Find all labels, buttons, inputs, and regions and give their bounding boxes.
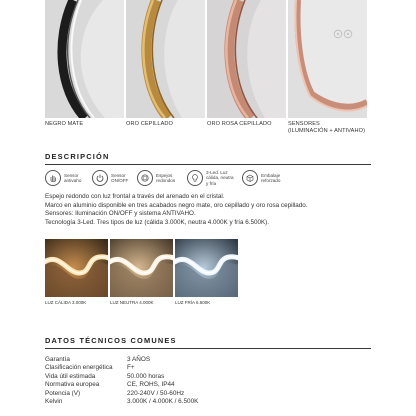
- light-caption-warm: LUZ CÁLIDA 3.000K: [45, 300, 87, 305]
- feature-3led: [187, 170, 234, 186]
- finish-caption-line: SENSORES: [288, 121, 320, 127]
- description-divider: [45, 164, 371, 165]
- light-temperature-gallery: [45, 239, 238, 297]
- description-line: Sensores: Iluminación ON/OFF y sistema ANTIVAHO.: [45, 210, 196, 218]
- light-photo-cold: [175, 239, 238, 297]
- table-row: [45, 356, 247, 364]
- feature-label-line: 3-Led. Luz: [206, 170, 228, 176]
- feature-label-line: redondos: [156, 178, 176, 183]
- feature-round-mirror: [137, 170, 175, 186]
- round-mirror-icon: [137, 170, 153, 186]
- description-line: Marco en aluminio disponible en tres acabados negro mate, oro cepillado y oro rosa cepillado.: [45, 201, 308, 209]
- finish-photo-sensors: [288, 0, 367, 118]
- finish-photo-rose-gold: [207, 0, 286, 118]
- finish-caption-line: (ILUMINACIÓN + ANTIVAHO): [288, 128, 366, 134]
- spec-value: 3 AÑOS: [127, 356, 151, 363]
- finish-photo-black: [45, 0, 124, 118]
- spec-key: Clasificación energética: [45, 364, 113, 372]
- description-line: Tecnología 3-Led. Tres tipos de luz (cálida 3.000K, neutra 4.000K y fría 6.500K).: [45, 218, 270, 226]
- power-icon: [92, 170, 108, 186]
- feature-label-line: Espejos: [156, 172, 173, 178]
- feature-label-line: Sensor: [64, 172, 79, 178]
- finish-caption-sensors: [288, 121, 367, 135]
- feature-antifog: [45, 170, 81, 186]
- table-row: [45, 373, 247, 381]
- finish-caption-black: [45, 121, 124, 135]
- finish-caption-line: ORO CEPILLADO: [126, 121, 173, 127]
- finish-caption-line: ORO ROSA CEPILLADO: [207, 121, 272, 127]
- spec-value: 50.000 horas: [127, 372, 165, 380]
- spec-value: CE, ROHS, IP44: [127, 381, 175, 389]
- spec-key: Normativa europea: [45, 381, 100, 389]
- spec-value: 3.000K / 4.000K / 6.500K: [127, 398, 199, 406]
- spec-key: Garantía: [45, 356, 70, 363]
- finish-captions: [45, 121, 373, 135]
- feature-label-line: reforzado: [261, 178, 281, 183]
- spec-key: Vida útil estimada: [45, 372, 96, 380]
- feature-label-line: antivaho: [64, 178, 82, 183]
- table-row: [45, 398, 247, 406]
- hand-sensor-icon: [45, 170, 61, 186]
- finish-photo-gold: [126, 0, 205, 118]
- description-title: DESCRIPCIÓN: [45, 152, 110, 161]
- description-line: Espejo redondo con luz frontal a través del arenado en el cristal.: [45, 193, 225, 200]
- table-row: [45, 381, 247, 389]
- light-photo-neutral: [110, 239, 173, 297]
- specs-table: [45, 356, 247, 406]
- feature-onoff: [92, 170, 128, 186]
- table-row: [45, 390, 247, 398]
- feature-label-line: Sensor: [111, 172, 126, 178]
- box-icon: [242, 170, 258, 186]
- light-caption-cold: LUZ FRÍA 6.500K: [175, 300, 211, 305]
- spec-value: 220-240V / 50-60Hz: [127, 389, 185, 397]
- light-caption-neutral: LUZ NEUTRA 4.000K: [110, 300, 154, 305]
- description-text: [45, 193, 365, 227]
- light-photo-warm: [45, 239, 108, 297]
- spec-key: Potencia (V): [45, 389, 81, 397]
- finish-gallery: [45, 0, 369, 118]
- feature-label-line: cálida, neutra: [206, 175, 234, 181]
- finish-caption-gold: [126, 121, 205, 135]
- finish-caption-rose-gold: [207, 121, 286, 135]
- bulb-icon: [187, 170, 203, 186]
- feature-icons: [45, 170, 335, 190]
- spec-value: F+: [127, 364, 135, 372]
- specs-divider: [45, 348, 371, 349]
- spec-key: Kelvin: [45, 398, 63, 406]
- feature-label-line: ON/OFF: [111, 178, 129, 183]
- feature-packaging: [242, 170, 280, 186]
- specs-title: DATOS TÉCNICOS COMUNES: [45, 336, 177, 345]
- feature-label-line: y fría: [206, 180, 217, 186]
- feature-label-line: Embalaje: [261, 172, 281, 178]
- finish-caption-line: NEGRO MATE: [45, 121, 84, 127]
- table-row: [45, 364, 247, 372]
